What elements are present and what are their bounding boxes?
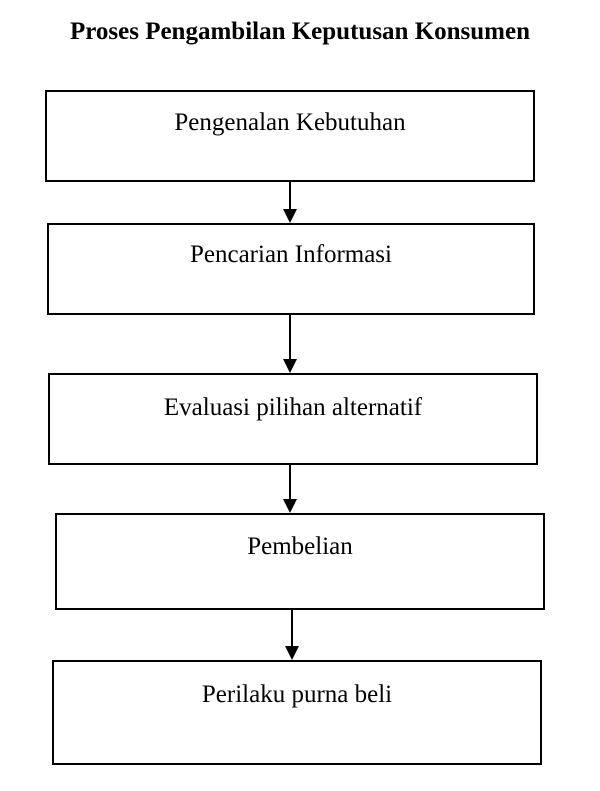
down-arrow-icon bbox=[280, 465, 300, 513]
diagram-title: Proses Pengambilan Keputusan Konsumen bbox=[69, 18, 531, 45]
step-box-post-purchase-behavior bbox=[52, 660, 542, 765]
down-arrow-icon bbox=[280, 315, 300, 373]
step-label: Evaluasi pilihan alternatif bbox=[163, 394, 423, 421]
step-label: Pengenalan Kebutuhan bbox=[174, 109, 406, 136]
step-box-need-recognition bbox=[45, 90, 535, 182]
step-box-information-search bbox=[47, 223, 535, 315]
step-label: Pencarian Informasi bbox=[189, 241, 392, 268]
step-box-evaluation-of-alternatives bbox=[48, 373, 538, 465]
down-arrow-icon bbox=[280, 182, 300, 223]
down-arrow-icon bbox=[282, 610, 302, 660]
step-label: Perilaku purna beli bbox=[201, 681, 393, 708]
step-label: Pembelian bbox=[247, 533, 353, 560]
step-box-purchase bbox=[55, 513, 545, 610]
